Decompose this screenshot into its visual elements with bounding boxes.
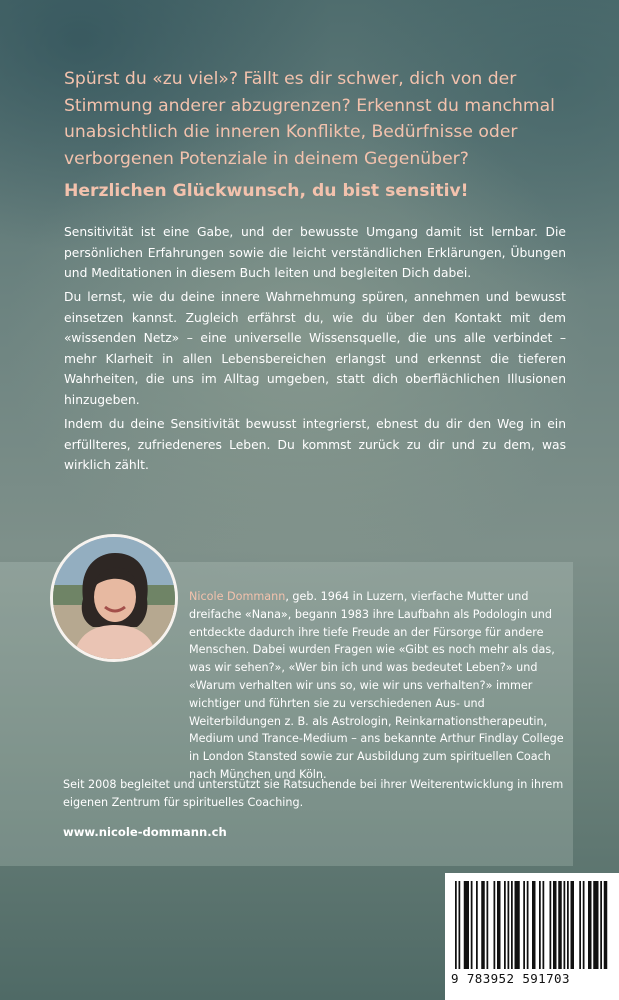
barcode-bar bbox=[515, 881, 520, 969]
barcode-bar bbox=[588, 881, 592, 969]
barcode-bar bbox=[527, 881, 529, 969]
isbn-barcode bbox=[445, 873, 619, 1000]
author-name: Nicole Dommann bbox=[189, 590, 286, 603]
barcode-bar bbox=[464, 881, 469, 969]
barcode-bar bbox=[455, 881, 457, 969]
barcode-bar bbox=[539, 881, 541, 969]
barcode-bar bbox=[604, 881, 608, 969]
barcode-bar bbox=[543, 881, 545, 969]
barcode-bar bbox=[476, 881, 478, 969]
headline: Herzlichen Glückwunsch, du bist sensitiv! bbox=[64, 181, 469, 201]
author-bio-text: , geb. 1964 in Luzern, vierfache Mutter und dreifache «Nana», begann 1983 ihre Laufbahn als Podologin und entdeckte dadurch ihre tiefe Freude an der Fürsorge für andere Menschen. Dabei wurden Fragen wie «Gibt es noch mehr als das, was wir sehen?», «Wer bin ich und was bedeutet Leben?» und «Warum verhalten wir uns so, wie wir uns verhalten?» immer wichtiger und führten sie zu verschiedenen Aus- und Weiterbildungen z. B. als Astrologin, Reinkarnationstherapeutin, Medium und Trance-Medium – ans bekannte Arthur Findlay College in London Stansted sowie zur Ausbildung zum spirituellen Coach nach München und Köln. bbox=[189, 590, 564, 781]
author-bio-second: Seit 2008 begleitet und unterstützt sie Ratsuchende bei ihrer Weiterentwicklung in ihrem eigenen Zentrum für spirituelles Coaching. bbox=[63, 778, 564, 809]
isbn-digits: 9 783952 591703 bbox=[451, 971, 570, 986]
barcode-bar bbox=[487, 881, 489, 969]
barcode-bar bbox=[459, 881, 461, 969]
body-paragraph-3: Indem du deine Sensitivität bewusst integrierst, ebnest du dir den Weg in ein erfüllteres, zufriedeneres Leben. Du kommst zurück zu dir und zu dem, was wirklich zählt. bbox=[64, 417, 566, 473]
body-paragraph-1: Sensitivität ist eine Gabe, und der bewusste Umgang damit ist lernbar. Die persönlichen Erfahrungen sowie die leicht verständlichen Erklärungen, Übungen und Meditationen in diesem Buch leiten und begleiten Dich dabei. bbox=[64, 225, 566, 281]
intro-questions: Spürst du «zu viel»? Fällt es dir schwer, dich von der Stimmung anderer abzugrenzen? Erkennst du manchmal unabsichtlich die inneren Konflikte, Bedürfnisse oder verborgenen Potenziale in deinem Gegenüber? bbox=[64, 69, 555, 169]
author-bio bbox=[63, 588, 571, 784]
barcode-bar bbox=[553, 881, 557, 969]
barcode-bar bbox=[564, 881, 566, 969]
barcode-bar bbox=[550, 881, 552, 969]
barcode-bar bbox=[593, 881, 598, 969]
barcode-bar bbox=[567, 881, 569, 969]
body-paragraph-2: Du lernst, wie du deine innere Wahrnehmung spüren, annehmen und bewusst einsetzen kannst. Zugleich erfährst du, wie du über den Kontakt mit dem «wissenden Netz» – eine universelle Wissensquelle, die uns alle verbindet – mehr Klarheit in allen Lebensbereichen erlangst und erkennst die tieferen Wahrheiten, die uns im Alltag umgeben, statt dich oberflächlichen Illusionen hinzugeben. bbox=[64, 290, 566, 407]
barcode-bar bbox=[600, 881, 602, 969]
barcode-bar bbox=[523, 881, 525, 969]
barcode-bar bbox=[497, 881, 501, 969]
barcode-bar bbox=[571, 881, 575, 969]
barcode-bar bbox=[583, 881, 585, 969]
barcode-bar bbox=[579, 881, 581, 969]
barcode-bar bbox=[532, 881, 536, 969]
barcode-bar bbox=[558, 881, 562, 969]
barcode-bars bbox=[455, 881, 609, 973]
barcode-bar bbox=[511, 881, 513, 969]
barcode-bar bbox=[508, 881, 510, 969]
barcode-bar bbox=[471, 881, 473, 969]
barcode-bar bbox=[481, 881, 485, 969]
barcode-bar bbox=[504, 881, 506, 969]
website-url: www.nicole-dommann.ch bbox=[63, 825, 227, 839]
barcode-bar bbox=[494, 881, 496, 969]
